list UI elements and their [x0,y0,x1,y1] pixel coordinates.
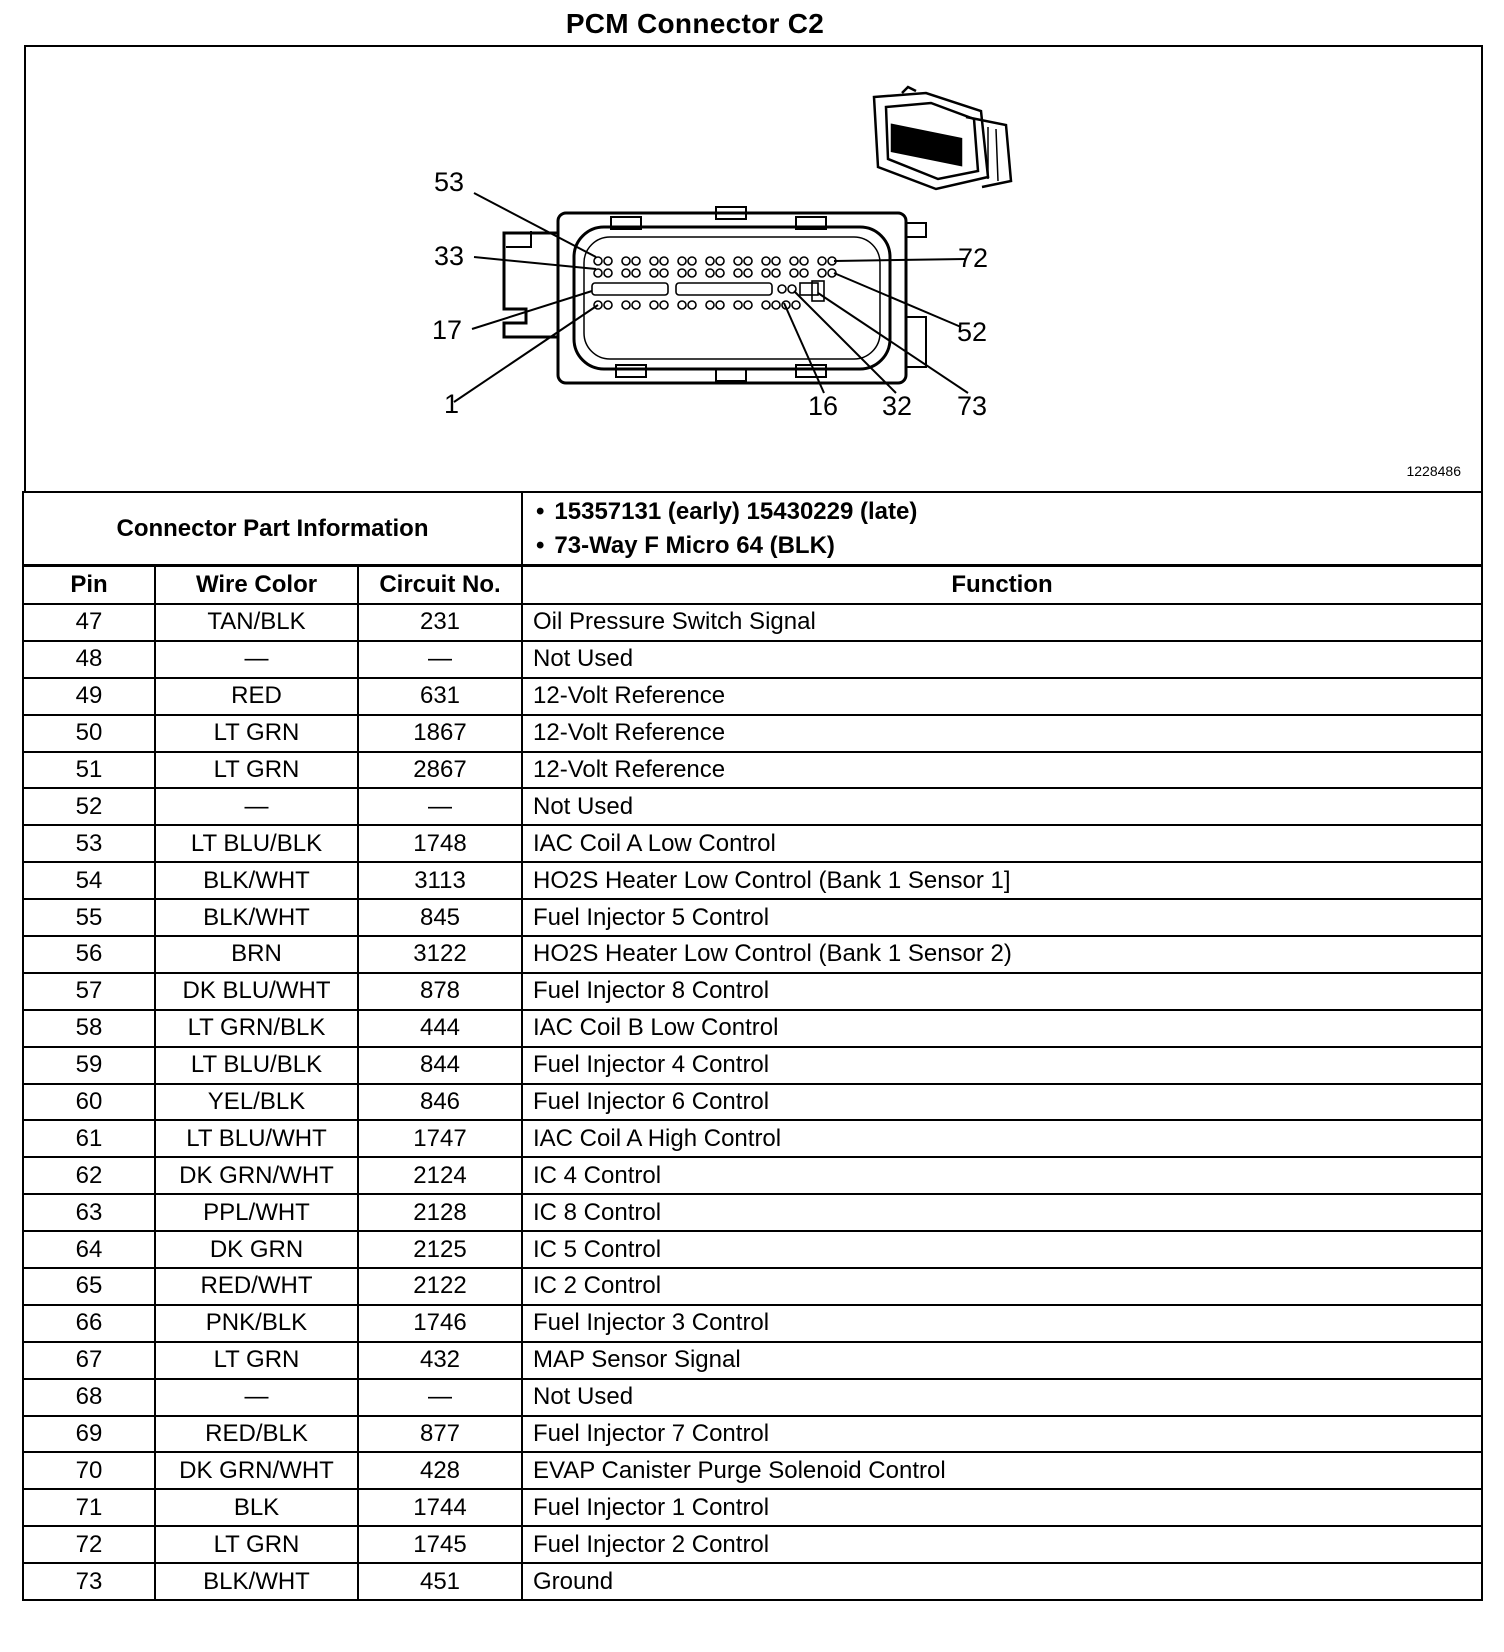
table-row [23,1526,1482,1563]
wire-color-cell: LT GRN [155,715,358,752]
function-cell: IC 5 Control [522,1231,1482,1268]
function-cell: 12-Volt Reference [522,715,1482,752]
col-header-wire-color: Wire Color [155,566,358,604]
circuit-cell: 432 [358,1342,522,1379]
circuit-cell: 2867 [358,752,522,789]
circuit-cell: 1748 [358,825,522,862]
pin-cell: 53 [23,825,155,862]
wire-color-cell: BLK [155,1489,358,1526]
pin-cell: 51 [23,752,155,789]
table-row [23,825,1482,862]
wire-color-cell: DK BLU/WHT [155,973,358,1010]
table-row [23,788,1482,825]
pinout-table [22,565,1483,1601]
pin-cell: 73 [23,1563,155,1600]
pin-cell: 63 [23,1194,155,1231]
pin-cell: 59 [23,1047,155,1084]
wire-color-cell: PNK/BLK [155,1305,358,1342]
table-row [23,1342,1482,1379]
circuit-cell: — [358,1379,522,1416]
pin-cell: 52 [23,788,155,825]
wire-color-cell: PPL/WHT [155,1194,358,1231]
connector-part-info-values [522,492,1482,565]
pin-label-52: 52 [957,317,988,347]
function-cell: Fuel Injector 4 Control [522,1047,1482,1084]
pin-cell: 68 [23,1379,155,1416]
pin-cell: 66 [23,1305,155,1342]
function-cell: Fuel Injector 5 Control [522,899,1482,936]
circuit-cell: — [358,788,522,825]
connector-part-info [22,491,1483,566]
table-row [23,1452,1482,1489]
function-cell: HO2S Heater Low Control (Bank 1 Sensor 1] [522,862,1482,899]
pin-label-16: 16 [808,391,839,421]
circuit-cell: — [358,641,522,678]
pin-cell: 60 [23,1084,155,1121]
circuit-cell: 1867 [358,715,522,752]
wire-color-cell: DK GRN/WHT [155,1452,358,1489]
function-cell: IC 2 Control [522,1268,1482,1305]
pin-cell: 48 [23,641,155,678]
function-cell: Fuel Injector 1 Control [522,1489,1482,1526]
col-header-pin: Pin [23,566,155,604]
wire-color-cell: TAN/BLK [155,604,358,641]
table-row [23,1489,1482,1526]
connector-part-info-label: Connector Part Information [23,492,522,565]
wire-color-cell: RED/WHT [155,1268,358,1305]
circuit-cell: 451 [358,1563,522,1600]
table-row [23,1563,1482,1600]
circuit-cell: 231 [358,604,522,641]
table-row [23,1157,1482,1194]
function-cell: Oil Pressure Switch Signal [522,604,1482,641]
function-cell: Not Used [522,788,1482,825]
circuit-cell: 1746 [358,1305,522,1342]
pin-label-32: 32 [882,391,913,421]
col-header-function: Function [522,566,1482,604]
table-row [23,1416,1482,1453]
pin-label-1: 1 [444,389,460,419]
pin-label-33: 33 [434,241,465,271]
function-cell: HO2S Heater Low Control (Bank 1 Sensor 2) [522,936,1482,973]
circuit-cell: 1744 [358,1489,522,1526]
function-cell: MAP Sensor Signal [522,1342,1482,1379]
wire-color-cell: LT GRN [155,1342,358,1379]
wire-color-cell: LT BLU/WHT [155,1120,358,1157]
connector-type: • 73-Way F Micro 64 (BLK) [560,529,1480,563]
table-row [23,1120,1482,1157]
function-cell: Fuel Injector 8 Control [522,973,1482,1010]
table-row [23,641,1482,678]
pin-cell: 69 [23,1416,155,1453]
table-row [23,1305,1482,1342]
pin-cell: 61 [23,1120,155,1157]
circuit-cell: 2128 [358,1194,522,1231]
table-row [23,678,1482,715]
table-row [23,752,1482,789]
table-row [23,1084,1482,1121]
pin-cell: 47 [23,604,155,641]
table-row [23,1379,1482,1416]
leader-lines [454,193,968,402]
wire-color-cell: — [155,641,358,678]
pin-row-top [594,257,836,265]
wire-color-cell: — [155,1379,358,1416]
table-row [23,1010,1482,1047]
connector-face-diagram [26,47,1481,495]
wire-color-cell: BRN [155,936,358,973]
pin-cell: 72 [23,1526,155,1563]
wire-color-cell: LT GRN [155,1526,358,1563]
table-row [23,1268,1482,1305]
circuit-cell: 878 [358,973,522,1010]
wire-color-cell: — [155,788,358,825]
pin-cavities [592,257,836,309]
pin-cell: 70 [23,1452,155,1489]
function-cell: Fuel Injector 7 Control [522,1416,1482,1453]
wire-color-cell: LT BLU/BLK [155,1047,358,1084]
circuit-cell: 3122 [358,936,522,973]
pin-cell: 58 [23,1010,155,1047]
figure-id: 1228486 [1406,463,1461,479]
circuit-cell: 2125 [358,1231,522,1268]
circuit-cell: 444 [358,1010,522,1047]
wire-color-cell: BLK/WHT [155,899,358,936]
table-row [23,899,1482,936]
pin-cell: 50 [23,715,155,752]
pin-label-73: 73 [957,391,988,421]
function-cell: IC 4 Control [522,1157,1482,1194]
wire-color-cell: YEL/BLK [155,1084,358,1121]
pin-cell: 56 [23,936,155,973]
wire-color-cell: LT GRN/BLK [155,1010,358,1047]
circuit-cell: 846 [358,1084,522,1121]
circuit-cell: 3113 [358,862,522,899]
table-row [23,1047,1482,1084]
table-row [23,973,1482,1010]
function-cell: Not Used [522,641,1482,678]
circuit-cell: 844 [358,1047,522,1084]
pin-cell: 64 [23,1231,155,1268]
pin-cell: 49 [23,678,155,715]
page-title: PCM Connector C2 [565,8,825,39]
function-cell: Not Used [522,1379,1482,1416]
wire-color-cell: RED/BLK [155,1416,358,1453]
connector-isometric-view [874,87,1011,189]
circuit-cell: 845 [358,899,522,936]
wire-color-cell: BLK/WHT [155,1563,358,1600]
table-row [23,1194,1482,1231]
pinout-rows [23,604,1482,1600]
function-cell: IAC Coil A High Control [522,1120,1482,1157]
function-cell: Fuel Injector 2 Control [522,1526,1482,1563]
pin-cell: 55 [23,899,155,936]
function-cell: EVAP Canister Purge Solenoid Control [522,1452,1482,1489]
wire-color-cell: RED [155,678,358,715]
function-cell: IAC Coil B Low Control [522,1010,1482,1047]
table-row [23,862,1482,899]
pin-row-3 [592,281,824,301]
circuit-cell: 2124 [358,1157,522,1194]
circuit-cell: 428 [358,1452,522,1489]
pin-label-53: 53 [434,167,465,197]
circuit-cell: 877 [358,1416,522,1453]
function-cell: 12-Volt Reference [522,678,1482,715]
pin-cell: 54 [23,862,155,899]
table-row [23,1231,1482,1268]
function-cell: 12-Volt Reference [522,752,1482,789]
table-row [23,715,1482,752]
wire-color-cell: DK GRN [155,1231,358,1268]
wire-color-cell: LT GRN [155,752,358,789]
function-cell: Fuel Injector 3 Control [522,1305,1482,1342]
wire-color-cell: DK GRN/WHT [155,1157,358,1194]
part-number: • 15357131 (early) 15430229 (late) [560,495,1480,529]
table-row [23,604,1482,641]
function-cell: Fuel Injector 6 Control [522,1084,1482,1121]
pin-cell: 62 [23,1157,155,1194]
function-cell: IC 8 Control [522,1194,1482,1231]
circuit-cell: 1747 [358,1120,522,1157]
pin-label-72: 72 [958,243,989,273]
col-header-circuit: Circuit No. [358,566,522,604]
circuit-cell: 1745 [358,1526,522,1563]
function-cell: Ground [522,1563,1482,1600]
circuit-cell: 2122 [358,1268,522,1305]
pin-cell: 71 [23,1489,155,1526]
function-cell: IAC Coil A Low Control [522,825,1482,862]
pin-row-2 [594,269,836,277]
pin-cell: 57 [23,973,155,1010]
pin-label-17: 17 [432,315,463,345]
pin-cell: 65 [23,1268,155,1305]
wire-color-cell: LT BLU/BLK [155,825,358,862]
connector-diagram-frame [24,45,1483,493]
pin-row-bottom [594,301,800,309]
wire-color-cell: BLK/WHT [155,862,358,899]
circuit-cell: 631 [358,678,522,715]
pin-cell: 67 [23,1342,155,1379]
table-row [23,936,1482,973]
